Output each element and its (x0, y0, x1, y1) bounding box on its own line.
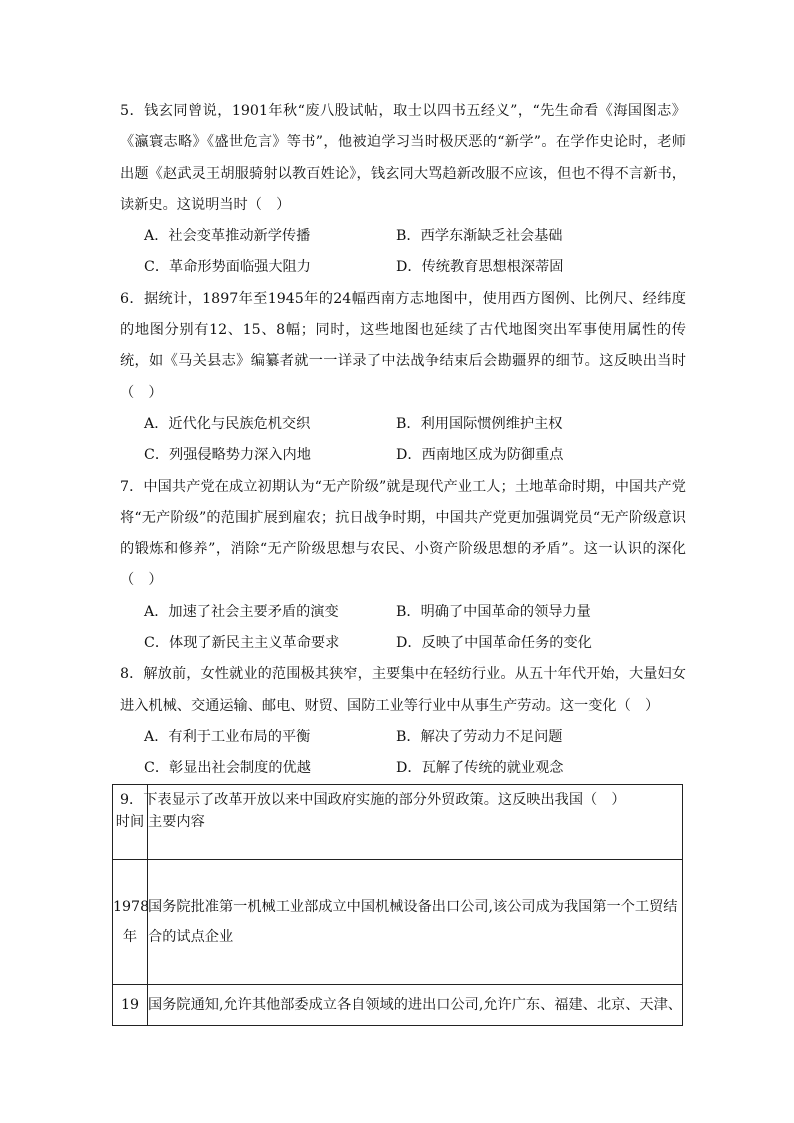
option-c[interactable]: C．列强侵略势力深入内地 (144, 447, 311, 464)
options (120, 409, 686, 472)
question-8 (120, 659, 686, 784)
options (120, 221, 686, 284)
row-content: 国务院批准第一机械工业部成立中国机械设备出口公司,该公司成为我国第一个工贸结合的试点企业 (148, 860, 683, 985)
option-b[interactable]: B．利用国际惯例维护主权 (396, 415, 563, 432)
option-b[interactable]: B．明确了中国革命的领导力量 (396, 603, 591, 620)
row-year: 1978年 (113, 860, 148, 985)
option-a[interactable]: A．加速了社会主要矛盾的演变 (144, 603, 339, 620)
question-text: 8．解放前，女性就业的范围极其狭窄，主要集中在轻纺行业。从五十年代开始，大量妇女进入机械、交通运输、邮电、财贸、国防工业等行业中从事生产劳动。这一变化（ ） (120, 666, 686, 714)
option-c[interactable]: C．体现了新民主主义革命要求 (144, 635, 340, 652)
option-d[interactable]: D．传统教育思想根深蒂固 (396, 259, 564, 276)
header-year: 时间 (113, 785, 148, 860)
question-6 (120, 284, 686, 472)
options (120, 722, 686, 785)
options (120, 597, 686, 660)
option-c[interactable]: C．彰显出社会制度的优越 (144, 760, 311, 777)
question-text: 7．中国共产党在成立初期认为“无产阶级”就是现代产业工人；土地革命时期，中国共产党将“无产阶级”的范围扩展到雇农；抗日战争时期，中国共产党更加强调党员“无产阶级意识的锻炼和修养”，消除“无产阶级思想与农民、小资产阶级思想的矛盾”。这一认识的深化（ ） (120, 478, 686, 589)
option-a[interactable]: A．近代化与民族危机交织 (144, 415, 311, 432)
option-b[interactable]: B．西学东渐缺乏社会基础 (396, 228, 563, 245)
option-b[interactable]: B．解决了劳动力不足问题 (396, 728, 563, 745)
table-header-row (113, 785, 683, 860)
question-7 (120, 472, 686, 660)
question-5 (120, 96, 686, 284)
option-d[interactable]: D．反映了中国革命任务的变化 (396, 635, 592, 652)
option-d[interactable]: D．西南地区成为防御重点 (396, 447, 564, 464)
option-c[interactable]: C．革命形势面临强大阻力 (144, 259, 311, 276)
question-text: 6．据统计，1897年至1945年的24幅西南方志地图中，使用西方图例、比例尺、经纬度的地图分别有12、15、8幅；同时，这些地图也延续了古代地图突出军事使用属性的传统，如《马关县志》编纂者就一一详录了中法战争结束后会勘疆界的细节。这反映出当时（ ） (120, 290, 686, 401)
table-row (113, 860, 683, 985)
option-a[interactable]: A．社会变革推动新学传播 (144, 228, 311, 245)
row-content: 国务院通知,允许其他部委成立各自领域的进出口公司,允许广东、福建、北京、天津、 (148, 985, 683, 1026)
question-text: 9．下表显示了改革开放以来中国政府实施的部分外贸政策。这反映出我国（ ） (120, 791, 626, 808)
header-content: 主要内容 (148, 785, 683, 860)
option-a[interactable]: A．有利于工业布局的平衡 (144, 728, 311, 745)
question-text: 5．钱玄同曾说，1901年秋“废八股试帖，取士以四书五经义”，“先生命看《海国图志》《瀛寰志略》《盛世危言》等书”，他被迫学习当时极厌恶的“新学”。在学作史论时，老师出题《赵武灵王胡服骑射以教百姓论》，钱玄同大骂趋新改服不应该，但也不得不言新书，读新史。这说明当时（ ） (120, 103, 686, 213)
question-list (120, 96, 686, 816)
policy-table (112, 784, 683, 1026)
row-year: 19 (113, 985, 148, 1026)
table-row (113, 985, 683, 1026)
option-d[interactable]: D．瓦解了传统的就业观念 (396, 760, 564, 777)
